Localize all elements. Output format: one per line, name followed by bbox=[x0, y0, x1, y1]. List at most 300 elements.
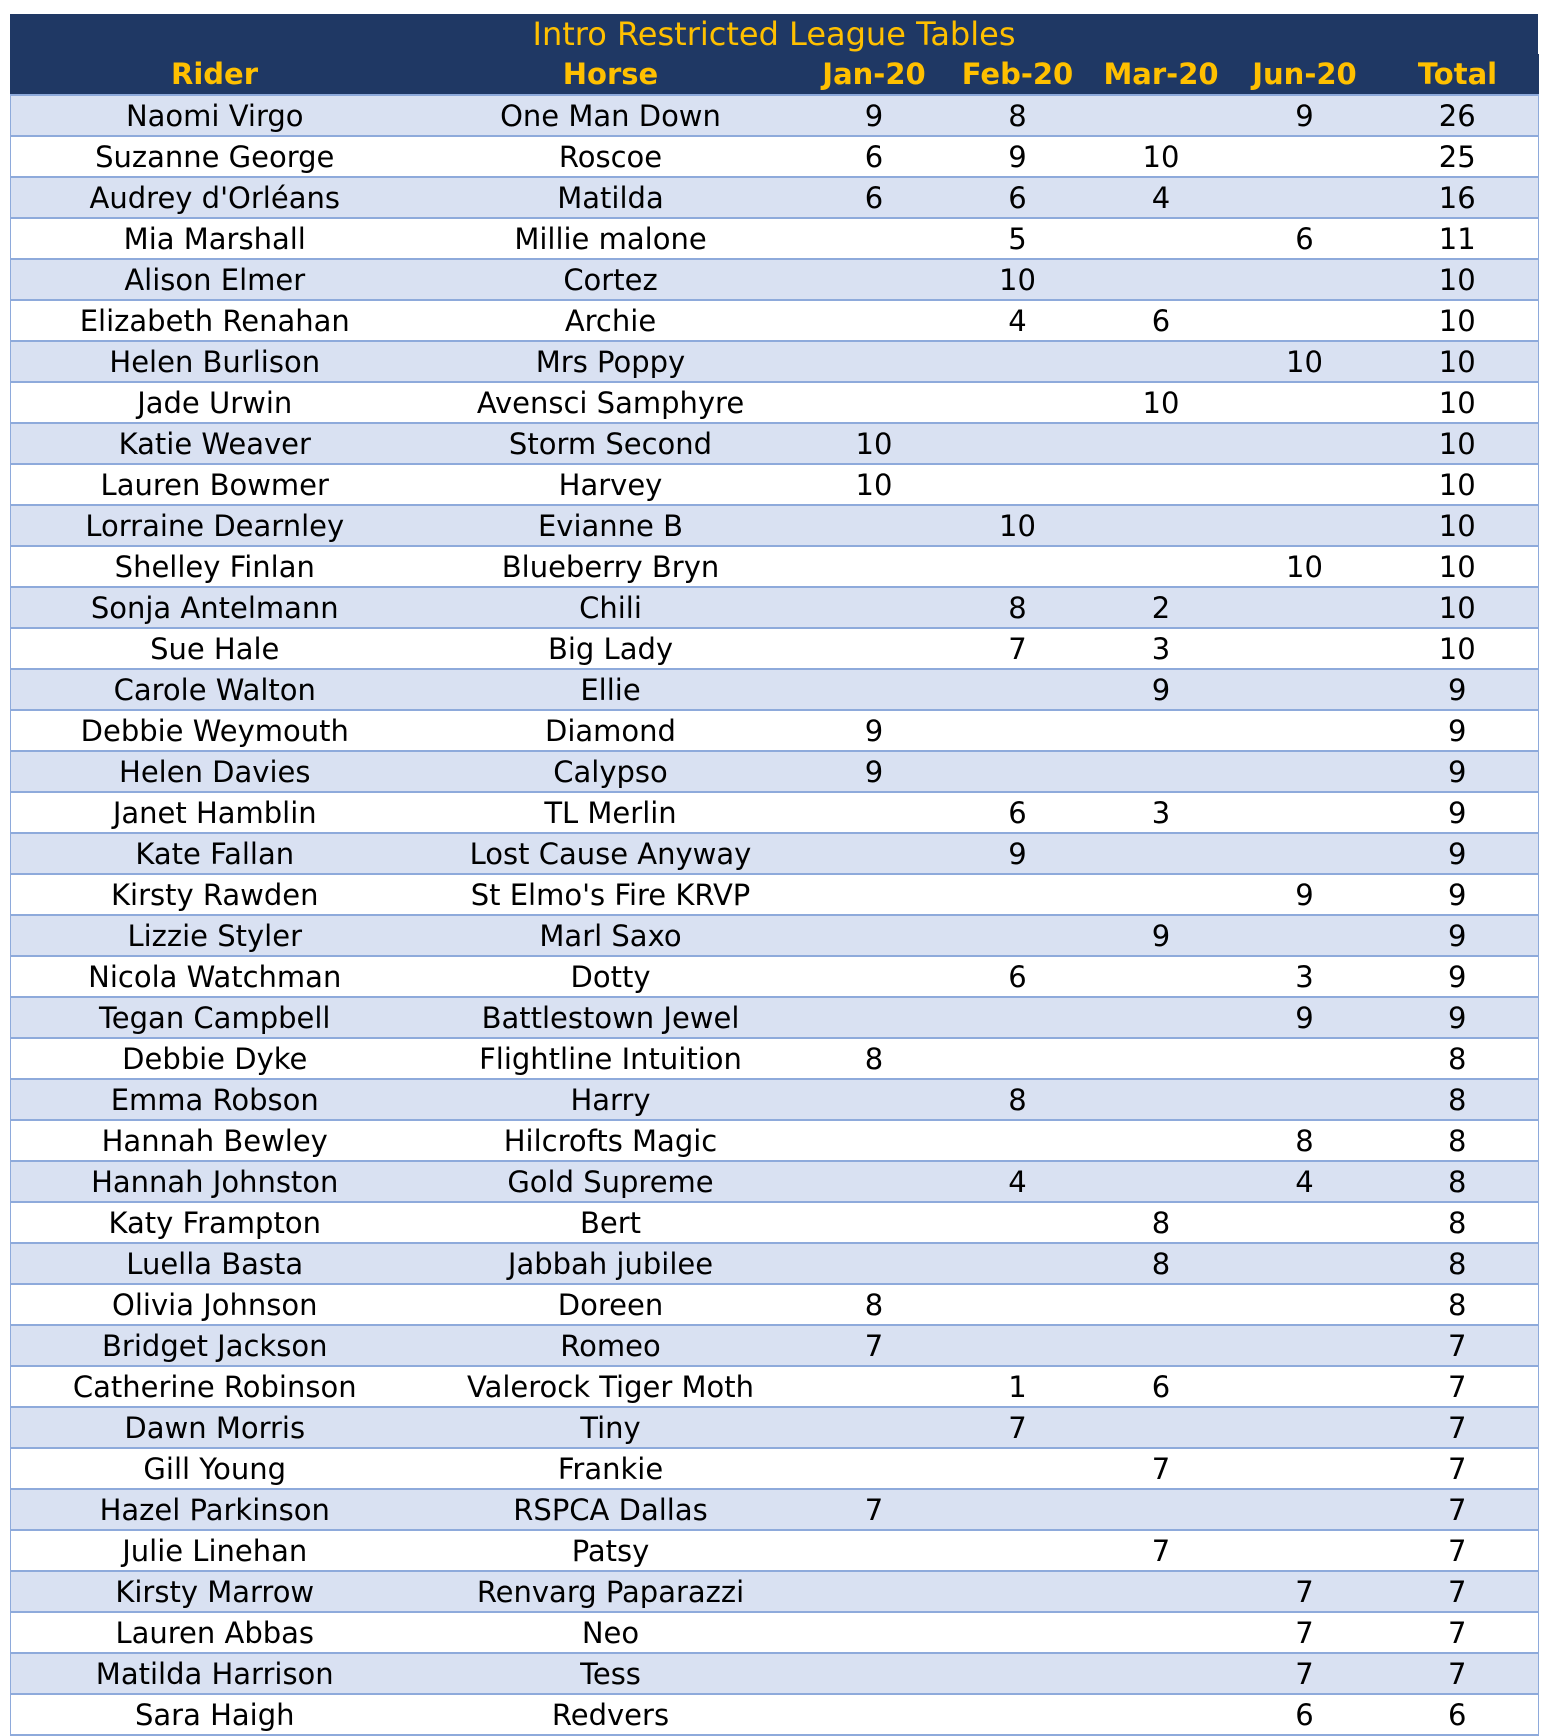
cell-mar bbox=[1090, 341, 1233, 382]
cell-total: 10 bbox=[1377, 300, 1539, 341]
cell-horse: Valerock Tiger Moth bbox=[419, 1366, 803, 1407]
cell-rider: Lauren Bowmer bbox=[11, 464, 419, 505]
cell-jun bbox=[1233, 628, 1377, 669]
cell-rider: Bridget Jackson bbox=[11, 1325, 419, 1366]
cell-jun: 8 bbox=[1233, 1120, 1377, 1161]
table-row bbox=[11, 792, 1539, 833]
cell-jun bbox=[1233, 1243, 1377, 1284]
cell-mar: 2 bbox=[1090, 587, 1233, 628]
table-row bbox=[11, 177, 1539, 218]
cell-feb: 10 bbox=[946, 505, 1090, 546]
cell-feb: 7 bbox=[946, 628, 1090, 669]
cell-total: 9 bbox=[1377, 956, 1539, 997]
cell-total: 11 bbox=[1377, 218, 1539, 259]
cell-jun bbox=[1233, 1038, 1377, 1079]
cell-horse: Doreen bbox=[419, 1284, 803, 1325]
cell-mar bbox=[1090, 874, 1233, 915]
header-feb: Feb-20 bbox=[946, 54, 1090, 95]
cell-jun bbox=[1233, 915, 1377, 956]
cell-mar: 8 bbox=[1090, 1243, 1233, 1284]
cell-jan: 9 bbox=[803, 751, 946, 792]
cell-total: 6 bbox=[1377, 1694, 1539, 1735]
cell-horse: Tiny bbox=[419, 1407, 803, 1448]
table-row bbox=[11, 587, 1539, 628]
cell-jun bbox=[1233, 751, 1377, 792]
cell-horse: Blueberry Bryn bbox=[419, 546, 803, 587]
cell-mar bbox=[1090, 833, 1233, 874]
cell-total: 7 bbox=[1377, 1571, 1539, 1612]
cell-feb bbox=[946, 1694, 1090, 1735]
table-row bbox=[11, 833, 1539, 874]
cell-rider: Shelley Finlan bbox=[11, 546, 419, 587]
cell-rider: Sue Hale bbox=[11, 628, 419, 669]
cell-horse: Harvey bbox=[419, 464, 803, 505]
cell-jun: 10 bbox=[1233, 546, 1377, 587]
cell-mar bbox=[1090, 1325, 1233, 1366]
cell-rider: Lizzie Styler bbox=[11, 915, 419, 956]
cell-horse: Avensci Samphyre bbox=[419, 382, 803, 423]
cell-feb bbox=[946, 382, 1090, 423]
cell-jun: 6 bbox=[1233, 218, 1377, 259]
cell-feb bbox=[946, 1612, 1090, 1653]
cell-mar bbox=[1090, 546, 1233, 587]
table-row bbox=[11, 751, 1539, 792]
cell-horse: Roscoe bbox=[419, 136, 803, 177]
cell-jan: 10 bbox=[803, 464, 946, 505]
cell-jun bbox=[1233, 1284, 1377, 1325]
table-row bbox=[11, 1284, 1539, 1325]
cell-feb: 8 bbox=[946, 587, 1090, 628]
cell-total: 8 bbox=[1377, 1202, 1539, 1243]
cell-horse: Hilcrofts Magic bbox=[419, 1120, 803, 1161]
cell-horse: Millie malone bbox=[419, 218, 803, 259]
cell-total: 8 bbox=[1377, 1243, 1539, 1284]
table-row bbox=[11, 1120, 1539, 1161]
cell-jun: 10 bbox=[1233, 341, 1377, 382]
table-row bbox=[11, 956, 1539, 997]
cell-jun bbox=[1233, 1448, 1377, 1489]
cell-rider: Nicola Watchman bbox=[11, 956, 419, 997]
table-body bbox=[11, 95, 1539, 1735]
cell-jun bbox=[1233, 259, 1377, 300]
cell-mar: 9 bbox=[1090, 669, 1233, 710]
cell-total: 9 bbox=[1377, 751, 1539, 792]
cell-jun bbox=[1233, 1530, 1377, 1571]
cell-jan bbox=[803, 259, 946, 300]
cell-horse: One Man Down bbox=[419, 95, 803, 136]
cell-total: 7 bbox=[1377, 1612, 1539, 1653]
cell-feb: 7 bbox=[946, 1407, 1090, 1448]
cell-horse: Gold Supreme bbox=[419, 1161, 803, 1202]
cell-jan: 9 bbox=[803, 710, 946, 751]
table-row bbox=[11, 341, 1539, 382]
cell-jun bbox=[1233, 423, 1377, 464]
cell-feb bbox=[946, 1243, 1090, 1284]
cell-total: 8 bbox=[1377, 1284, 1539, 1325]
cell-feb bbox=[946, 1120, 1090, 1161]
cell-rider: Sonja Antelmann bbox=[11, 587, 419, 628]
cell-jan bbox=[803, 1653, 946, 1694]
cell-mar bbox=[1090, 751, 1233, 792]
cell-feb: 4 bbox=[946, 300, 1090, 341]
cell-horse: RSPCA Dallas bbox=[419, 1489, 803, 1530]
cell-horse: Cortez bbox=[419, 259, 803, 300]
cell-horse: Calypso bbox=[419, 751, 803, 792]
cell-total: 10 bbox=[1377, 628, 1539, 669]
cell-horse: Lost Cause Anyway bbox=[419, 833, 803, 874]
cell-horse: Bert bbox=[419, 1202, 803, 1243]
cell-jan bbox=[803, 1612, 946, 1653]
cell-rider: Katie Weaver bbox=[11, 423, 419, 464]
cell-mar: 8 bbox=[1090, 1202, 1233, 1243]
cell-jan bbox=[803, 792, 946, 833]
cell-mar bbox=[1090, 1161, 1233, 1202]
cell-rider: Naomi Virgo bbox=[11, 95, 419, 136]
table-row bbox=[11, 218, 1539, 259]
table-row bbox=[11, 423, 1539, 464]
cell-jan bbox=[803, 628, 946, 669]
cell-feb bbox=[946, 341, 1090, 382]
cell-horse: Harry bbox=[419, 1079, 803, 1120]
table-row bbox=[11, 1079, 1539, 1120]
cell-horse: Ellie bbox=[419, 669, 803, 710]
table-row bbox=[11, 1489, 1539, 1530]
cell-total: 8 bbox=[1377, 1161, 1539, 1202]
cell-mar: 6 bbox=[1090, 300, 1233, 341]
header-mar: Mar-20 bbox=[1090, 54, 1233, 95]
cell-jun bbox=[1233, 1366, 1377, 1407]
header-total: Total bbox=[1377, 54, 1539, 95]
cell-rider: Janet Hamblin bbox=[11, 792, 419, 833]
table-row bbox=[11, 546, 1539, 587]
cell-rider: Elizabeth Renahan bbox=[11, 300, 419, 341]
cell-total: 8 bbox=[1377, 1038, 1539, 1079]
cell-total: 10 bbox=[1377, 259, 1539, 300]
cell-jan bbox=[803, 300, 946, 341]
cell-jun bbox=[1233, 300, 1377, 341]
cell-rider: Matilda Harrison bbox=[11, 1653, 419, 1694]
cell-jan bbox=[803, 874, 946, 915]
cell-feb: 4 bbox=[946, 1161, 1090, 1202]
cell-mar bbox=[1090, 1612, 1233, 1653]
cell-jun bbox=[1233, 1407, 1377, 1448]
cell-jun bbox=[1233, 1079, 1377, 1120]
cell-feb bbox=[946, 1202, 1090, 1243]
cell-rider: Mia Marshall bbox=[11, 218, 419, 259]
cell-mar bbox=[1090, 956, 1233, 997]
cell-jun bbox=[1233, 136, 1377, 177]
table-row bbox=[11, 259, 1539, 300]
cell-total: 10 bbox=[1377, 587, 1539, 628]
cell-rider: Luella Basta bbox=[11, 1243, 419, 1284]
header-horse: Horse bbox=[419, 54, 803, 95]
cell-total: 16 bbox=[1377, 177, 1539, 218]
cell-jun bbox=[1233, 1489, 1377, 1530]
cell-total: 7 bbox=[1377, 1448, 1539, 1489]
cell-total: 9 bbox=[1377, 833, 1539, 874]
cell-total: 10 bbox=[1377, 464, 1539, 505]
cell-jan bbox=[803, 833, 946, 874]
cell-mar bbox=[1090, 1284, 1233, 1325]
cell-horse: Big Lady bbox=[419, 628, 803, 669]
cell-rider: Helen Davies bbox=[11, 751, 419, 792]
table-row bbox=[11, 997, 1539, 1038]
cell-rider: Catherine Robinson bbox=[11, 1366, 419, 1407]
cell-jun bbox=[1233, 177, 1377, 218]
cell-total: 7 bbox=[1377, 1489, 1539, 1530]
cell-total: 9 bbox=[1377, 792, 1539, 833]
cell-feb bbox=[946, 423, 1090, 464]
cell-horse: Diamond bbox=[419, 710, 803, 751]
league-table-sheet bbox=[10, 14, 1538, 1736]
header-jan: Jan-20 bbox=[803, 54, 946, 95]
cell-mar bbox=[1090, 218, 1233, 259]
table-row bbox=[11, 1366, 1539, 1407]
cell-total: 9 bbox=[1377, 669, 1539, 710]
cell-mar bbox=[1090, 1694, 1233, 1735]
cell-feb: 6 bbox=[946, 177, 1090, 218]
cell-jun bbox=[1233, 710, 1377, 751]
cell-rider: Debbie Weymouth bbox=[11, 710, 419, 751]
header-rider: Rider bbox=[11, 54, 419, 95]
cell-mar: 4 bbox=[1090, 177, 1233, 218]
cell-feb bbox=[946, 1284, 1090, 1325]
cell-horse: Neo bbox=[419, 1612, 803, 1653]
cell-jan: 6 bbox=[803, 177, 946, 218]
cell-mar: 7 bbox=[1090, 1448, 1233, 1489]
table-row bbox=[11, 1694, 1539, 1735]
cell-feb: 10 bbox=[946, 259, 1090, 300]
cell-mar: 10 bbox=[1090, 136, 1233, 177]
cell-horse: Storm Second bbox=[419, 423, 803, 464]
table-row bbox=[11, 382, 1539, 423]
cell-feb: 9 bbox=[946, 136, 1090, 177]
cell-jan bbox=[803, 956, 946, 997]
cell-jan: 10 bbox=[803, 423, 946, 464]
cell-jun: 3 bbox=[1233, 956, 1377, 997]
cell-mar bbox=[1090, 1038, 1233, 1079]
table-row bbox=[11, 464, 1539, 505]
cell-jun bbox=[1233, 505, 1377, 546]
cell-feb: 8 bbox=[946, 1079, 1090, 1120]
cell-feb bbox=[946, 1530, 1090, 1571]
cell-horse: Renvarg Paparazzi bbox=[419, 1571, 803, 1612]
cell-jan bbox=[803, 1202, 946, 1243]
cell-rider: Hannah Johnston bbox=[11, 1161, 419, 1202]
cell-rider: Audrey d'Orléans bbox=[11, 177, 419, 218]
cell-jun: 9 bbox=[1233, 874, 1377, 915]
cell-jan bbox=[803, 669, 946, 710]
cell-total: 10 bbox=[1377, 505, 1539, 546]
cell-jun bbox=[1233, 1202, 1377, 1243]
cell-feb: 8 bbox=[946, 95, 1090, 136]
cell-jan bbox=[803, 587, 946, 628]
cell-jan bbox=[803, 1079, 946, 1120]
cell-jun bbox=[1233, 792, 1377, 833]
table-row bbox=[11, 1653, 1539, 1694]
cell-mar bbox=[1090, 505, 1233, 546]
cell-mar bbox=[1090, 1120, 1233, 1161]
league-table bbox=[10, 54, 1539, 1736]
cell-jan: 7 bbox=[803, 1325, 946, 1366]
cell-horse: Patsy bbox=[419, 1530, 803, 1571]
cell-total: 8 bbox=[1377, 1079, 1539, 1120]
cell-horse: Frankie bbox=[419, 1448, 803, 1489]
cell-feb bbox=[946, 915, 1090, 956]
cell-total: 26 bbox=[1377, 95, 1539, 136]
cell-jan: 6 bbox=[803, 136, 946, 177]
table-row bbox=[11, 628, 1539, 669]
table-row bbox=[11, 669, 1539, 710]
cell-horse: Romeo bbox=[419, 1325, 803, 1366]
cell-jun bbox=[1233, 833, 1377, 874]
cell-jan bbox=[803, 1530, 946, 1571]
table-row bbox=[11, 136, 1539, 177]
table-row bbox=[11, 1325, 1539, 1366]
cell-feb: 6 bbox=[946, 956, 1090, 997]
cell-rider: Kate Fallan bbox=[11, 833, 419, 874]
table-row bbox=[11, 710, 1539, 751]
cell-horse: Battlestown Jewel bbox=[419, 997, 803, 1038]
cell-total: 9 bbox=[1377, 915, 1539, 956]
table-row bbox=[11, 505, 1539, 546]
table-row bbox=[11, 1448, 1539, 1489]
cell-jan: 9 bbox=[803, 95, 946, 136]
cell-horse: Evianne B bbox=[419, 505, 803, 546]
cell-rider: Lorraine Dearnley bbox=[11, 505, 419, 546]
cell-jun: 6 bbox=[1233, 1694, 1377, 1735]
cell-jan bbox=[803, 1366, 946, 1407]
cell-horse: Chili bbox=[419, 587, 803, 628]
table-row bbox=[11, 1571, 1539, 1612]
table-row bbox=[11, 1161, 1539, 1202]
cell-mar bbox=[1090, 997, 1233, 1038]
cell-feb: 1 bbox=[946, 1366, 1090, 1407]
cell-feb: 6 bbox=[946, 792, 1090, 833]
cell-rider: Emma Robson bbox=[11, 1079, 419, 1120]
cell-total: 10 bbox=[1377, 423, 1539, 464]
cell-feb bbox=[946, 464, 1090, 505]
cell-mar bbox=[1090, 1653, 1233, 1694]
cell-feb bbox=[946, 874, 1090, 915]
cell-jan bbox=[803, 1694, 946, 1735]
cell-mar bbox=[1090, 1079, 1233, 1120]
cell-rider: Kirsty Marrow bbox=[11, 1571, 419, 1612]
table-row bbox=[11, 300, 1539, 341]
cell-horse: Tess bbox=[419, 1653, 803, 1694]
cell-jun bbox=[1233, 587, 1377, 628]
cell-feb bbox=[946, 1325, 1090, 1366]
table-row bbox=[11, 1612, 1539, 1653]
cell-jun bbox=[1233, 1325, 1377, 1366]
table-row bbox=[11, 1038, 1539, 1079]
cell-mar: 9 bbox=[1090, 915, 1233, 956]
cell-jun bbox=[1233, 669, 1377, 710]
cell-rider: Debbie Dyke bbox=[11, 1038, 419, 1079]
cell-jun: 7 bbox=[1233, 1653, 1377, 1694]
cell-horse: Dotty bbox=[419, 956, 803, 997]
table-row bbox=[11, 1530, 1539, 1571]
cell-mar bbox=[1090, 710, 1233, 751]
cell-horse: St Elmo's Fire KRVP bbox=[419, 874, 803, 915]
cell-horse: Mrs Poppy bbox=[419, 341, 803, 382]
cell-rider: Julie Linehan bbox=[11, 1530, 419, 1571]
cell-feb bbox=[946, 1571, 1090, 1612]
cell-feb bbox=[946, 751, 1090, 792]
cell-feb bbox=[946, 546, 1090, 587]
cell-rider: Alison Elmer bbox=[11, 259, 419, 300]
cell-jan: 7 bbox=[803, 1489, 946, 1530]
cell-rider: Kirsty Rawden bbox=[11, 874, 419, 915]
cell-rider: Gill Young bbox=[11, 1448, 419, 1489]
cell-feb bbox=[946, 669, 1090, 710]
cell-feb bbox=[946, 710, 1090, 751]
cell-rider: Helen Burlison bbox=[11, 341, 419, 382]
cell-jan bbox=[803, 1448, 946, 1489]
cell-jan bbox=[803, 997, 946, 1038]
cell-rider: Sara Haigh bbox=[11, 1694, 419, 1735]
cell-jan bbox=[803, 505, 946, 546]
cell-rider: Olivia Johnson bbox=[11, 1284, 419, 1325]
cell-horse: Marl Saxo bbox=[419, 915, 803, 956]
table-row bbox=[11, 1407, 1539, 1448]
table-row bbox=[11, 915, 1539, 956]
cell-total: 10 bbox=[1377, 341, 1539, 382]
header-jun: Jun-20 bbox=[1233, 54, 1377, 95]
cell-total: 7 bbox=[1377, 1407, 1539, 1448]
cell-jan: 8 bbox=[803, 1284, 946, 1325]
cell-horse: Redvers bbox=[419, 1694, 803, 1735]
cell-feb: 5 bbox=[946, 218, 1090, 259]
cell-jan bbox=[803, 218, 946, 259]
cell-jun: 4 bbox=[1233, 1161, 1377, 1202]
cell-mar: 10 bbox=[1090, 382, 1233, 423]
cell-total: 7 bbox=[1377, 1325, 1539, 1366]
cell-total: 7 bbox=[1377, 1530, 1539, 1571]
cell-total: 9 bbox=[1377, 874, 1539, 915]
cell-mar: 3 bbox=[1090, 792, 1233, 833]
cell-jan bbox=[803, 1161, 946, 1202]
cell-rider: Lauren Abbas bbox=[11, 1612, 419, 1653]
cell-total: 8 bbox=[1377, 1120, 1539, 1161]
cell-rider: Dawn Morris bbox=[11, 1407, 419, 1448]
cell-feb bbox=[946, 1489, 1090, 1530]
cell-total: 7 bbox=[1377, 1366, 1539, 1407]
cell-total: 25 bbox=[1377, 136, 1539, 177]
cell-jun: 9 bbox=[1233, 997, 1377, 1038]
cell-horse: Archie bbox=[419, 300, 803, 341]
cell-jan bbox=[803, 546, 946, 587]
cell-jan: 8 bbox=[803, 1038, 946, 1079]
cell-mar bbox=[1090, 1489, 1233, 1530]
cell-feb: 9 bbox=[946, 833, 1090, 874]
cell-horse: Jabbah jubilee bbox=[419, 1243, 803, 1284]
cell-jan bbox=[803, 341, 946, 382]
cell-rider: Hazel Parkinson bbox=[11, 1489, 419, 1530]
cell-total: 10 bbox=[1377, 546, 1539, 587]
table-row bbox=[11, 1202, 1539, 1243]
cell-mar: 3 bbox=[1090, 628, 1233, 669]
cell-total: 10 bbox=[1377, 382, 1539, 423]
cell-feb bbox=[946, 1448, 1090, 1489]
cell-rider: Katy Frampton bbox=[11, 1202, 419, 1243]
cell-total: 7 bbox=[1377, 1653, 1539, 1694]
cell-total: 9 bbox=[1377, 710, 1539, 751]
table-row bbox=[11, 95, 1539, 136]
cell-feb bbox=[946, 997, 1090, 1038]
cell-rider: Jade Urwin bbox=[11, 382, 419, 423]
table-row bbox=[11, 874, 1539, 915]
